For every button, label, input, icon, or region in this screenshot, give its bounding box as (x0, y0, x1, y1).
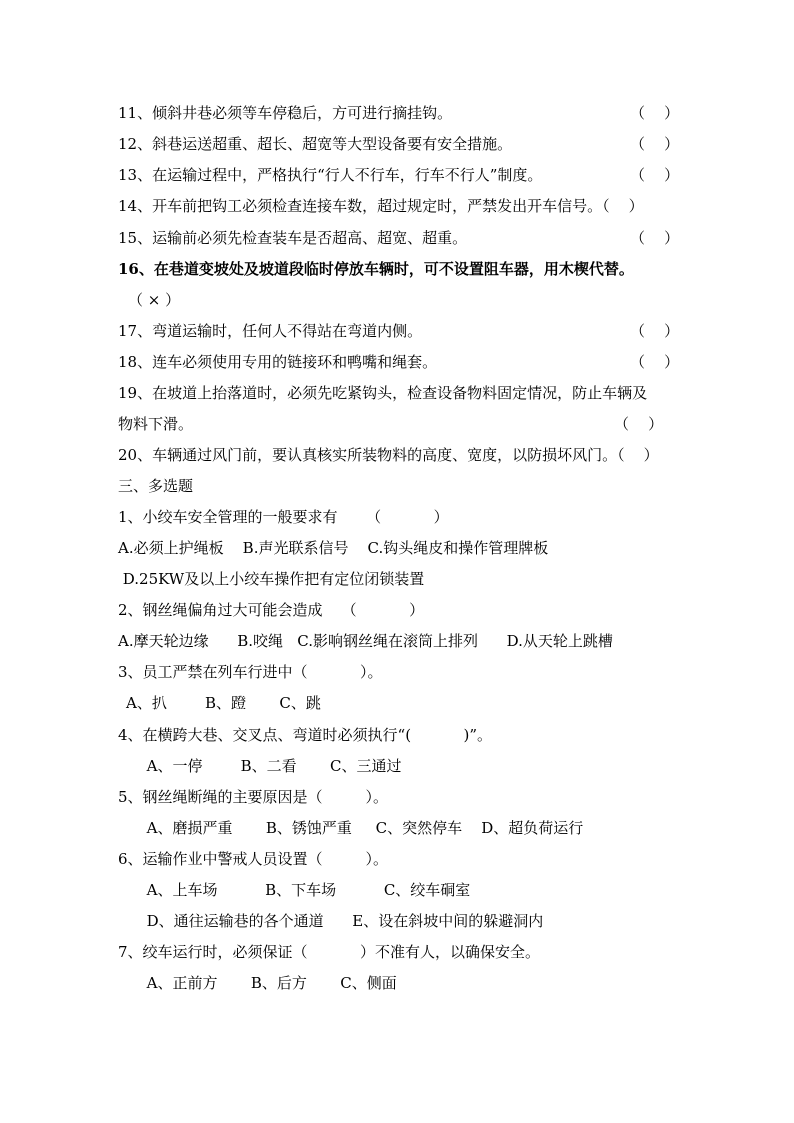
question-16-answer: （ × ） (128, 291, 181, 309)
mc-question-3: 3、员工严禁在列车行进中（ ）。 (118, 663, 383, 681)
mc-question-6: 6、运输作业中警戒人员设置（ ）。 (118, 850, 388, 868)
question-13: 13、在运输过程中，严格执行“行人不行车，行车不行人”制度。 (118, 166, 543, 184)
mc-options-1: A.必须上护绳板 B.声光联系信号 C.钩头绳皮和操作管理牌板 (118, 539, 549, 557)
mc-options-6-cont: D、通往运输巷的各个通道 E、设在斜坡中间的躲避洞内 (118, 912, 544, 930)
answer-paren-12: （ ） (630, 135, 680, 153)
mc-question-1: 1、小绞车安全管理的一般要求有 （ ） (118, 508, 449, 526)
question-19: 19、在坡道上抬落道时，必须先吃紧钩头，检查设备物料固定情况，防止车辆及 (118, 384, 648, 402)
mc-options-5: A、磨损严重 B、锈蚀严重 C、突然停车 D、超负荷运行 (118, 819, 584, 837)
question-20: 20、车辆通过风门前，要认真核实所装物料的高度、宽度，以防损坏风门。（ ） (118, 446, 659, 464)
mc-question-7: 7、绞车运行时，必须保证（ ）不准有人，以确保安全。 (118, 943, 540, 961)
mc-options-6: A、上车场 B、下车场 C、绞车硐室 (118, 881, 471, 899)
answer-paren-15: （ ） (630, 229, 680, 247)
answer-paren-19: （ ） (614, 415, 664, 433)
mc-options-2: A.摩天轮边缘 B.咬绳 C.影响钢丝绳在滚筒上排列 D.从天轮上跳槽 (118, 632, 613, 650)
answer-paren-11: （ ） (630, 104, 680, 122)
mc-question-4: 4、在横跨大巷、交叉点、弯道时必须执行“( )”。 (118, 726, 493, 744)
question-15: 15、运输前必须先检查装车是否超高、超宽、超重。 (118, 229, 468, 247)
section-title: 三、多选题 (118, 477, 194, 495)
answer-paren-17: （ ） (630, 322, 680, 340)
answer-paren-18: （ ） (630, 353, 680, 371)
question-14: 14、开车前把钩工必须检查连接车数，超过规定时，严禁发出开车信号。（ ） (118, 197, 644, 215)
question-11: 11、倾斜井巷必须等车停稳后，方可进行摘挂钩。 (118, 104, 453, 122)
question-19-cont: 物料下滑。 (118, 415, 194, 433)
mc-question-2: 2、钢丝绳偏角过大可能会造成 （ ） (118, 601, 425, 619)
mc-options-1-cont: D.25KW及以上小绞车操作把有定位闭锁装置 (118, 570, 425, 588)
question-18: 18、连车必须使用专用的链接环和鸭嘴和绳套。 (118, 353, 438, 371)
question-12: 12、斜巷运送超重、超长、超宽等大型设备要有安全措施。 (118, 135, 513, 153)
mc-question-5: 5、钢丝绳断绳的主要原因是（ ）。 (118, 788, 388, 806)
question-17: 17、弯道运输时，任何人不得站在弯道内侧。 (118, 322, 423, 340)
mc-options-4: A、一停 B、二看 C、三通过 (118, 757, 402, 775)
question-16: 16、在巷道变坡处及坡道段临时停放车辆时，可不设置阻车器，用木楔代替。 (118, 260, 634, 278)
mc-options-7: A、正前方 B、后方 C、侧面 (118, 974, 397, 992)
answer-paren-13: （ ） (630, 166, 680, 184)
mc-options-3: A、扒 B、蹬 C、跳 (126, 694, 321, 712)
